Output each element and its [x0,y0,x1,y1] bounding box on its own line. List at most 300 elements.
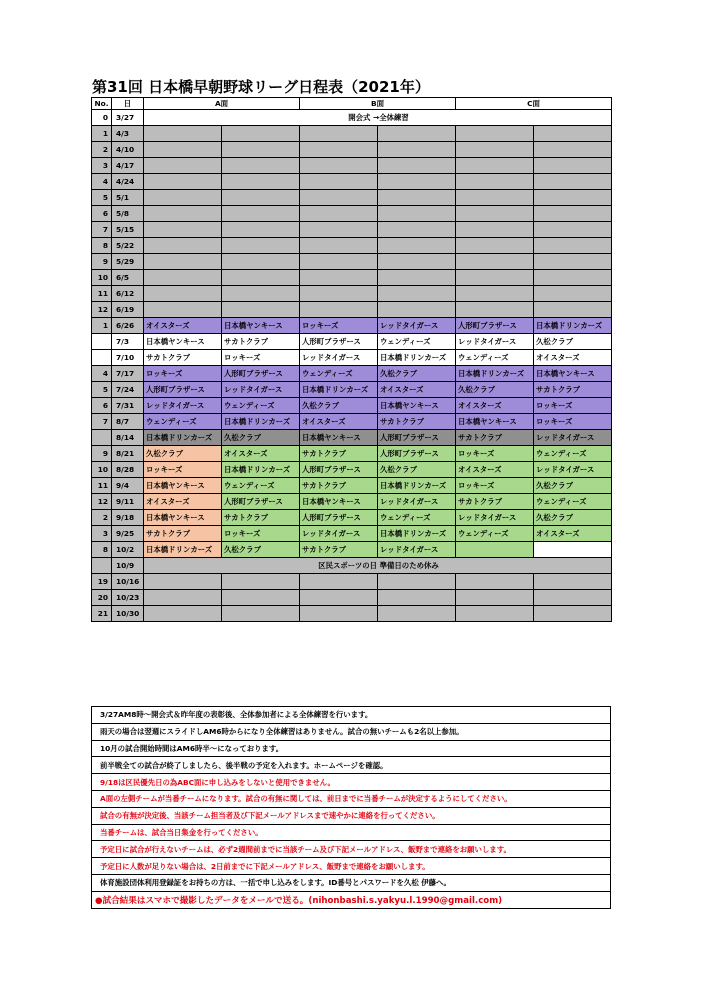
team-cell: 人形町ブラザース [300,462,378,478]
team-cell: レッドタイガース [456,510,534,526]
note-row [92,874,611,891]
team-cell [378,270,456,286]
note-text: ●試合結果はスマホで撮影したデータをメールで送る。(nihonbashi.s.yakyu.l.1990@gmail.com) [92,891,611,908]
team-cell [378,126,456,142]
row-date: 6/5 [112,270,144,286]
team-cell [534,158,612,174]
team-cell [534,606,612,622]
team-cell: ロッキーズ [534,414,612,430]
team-cell [222,302,300,318]
row-date: 9/11 [112,494,144,510]
team-cell [534,222,612,238]
team-cell: ロッキーズ [144,366,222,382]
table-row [92,430,612,446]
team-cell [144,590,222,606]
team-cell [456,174,534,190]
table-row [92,222,612,238]
team-cell [144,270,222,286]
team-cell [300,302,378,318]
row-date: 4/17 [112,158,144,174]
team-cell [300,222,378,238]
team-cell: オイスターズ [534,350,612,366]
team-cell [222,126,300,142]
team-cell: 日本橋ヤンキース [144,510,222,526]
team-cell: サカトクラブ [144,526,222,542]
row-number: 9 [92,446,112,462]
table-row [92,254,612,270]
note-row [92,841,611,858]
row-date: 7/24 [112,382,144,398]
team-cell: 日本橋ドリンカーズ [144,430,222,446]
team-cell [378,590,456,606]
row-number: 19 [92,574,112,590]
team-cell: レッドタイガース [534,430,612,446]
table-row [92,350,612,366]
team-cell [456,238,534,254]
page-title: 第31回 日本橋早朝野球リーグ日程表（2021年） [92,78,430,96]
team-cell: 人形町ブラザース [222,494,300,510]
team-cell [222,574,300,590]
team-cell [378,174,456,190]
team-cell: サカトクラブ [144,350,222,366]
team-cell: 日本橋ヤンキース [144,478,222,494]
team-cell [456,302,534,318]
table-row [92,558,612,574]
row-date: 7/3 [112,334,144,350]
row-date: 10/9 [112,558,144,574]
row-date: 5/22 [112,238,144,254]
table-row [92,110,612,126]
team-cell: 久松クラブ [378,462,456,478]
row-number: 3 [92,158,112,174]
team-cell: サカトクラブ [300,542,378,558]
team-cell [222,606,300,622]
team-cell: ウェンディーズ [534,494,612,510]
team-cell [222,142,300,158]
team-cell [378,222,456,238]
row-date: 8/28 [112,462,144,478]
team-cell: オイスターズ [222,446,300,462]
team-cell: ウェンディーズ [300,366,378,382]
row-date: 4/10 [112,142,144,158]
team-cell [222,222,300,238]
team-cell [144,222,222,238]
team-cell: 日本橋ヤンキース [456,414,534,430]
team-cell [222,590,300,606]
table-row [92,414,612,430]
row-number: 12 [92,302,112,318]
team-cell: オイスターズ [300,414,378,430]
row-number [92,558,112,574]
table-row [92,494,612,510]
table-row [92,526,612,542]
team-cell: レッドタイガース [378,542,456,558]
note-text: 当番チームは、試合当日集金を行ってください。 [92,824,611,841]
team-cell [222,190,300,206]
team-cell [144,206,222,222]
team-cell [378,206,456,222]
team-cell: オイスターズ [144,318,222,334]
team-cell: 人形町ブラザース [378,446,456,462]
row-number: 6 [92,206,112,222]
table-row [92,574,612,590]
header-field-a: A面 [144,98,300,110]
row-date: 5/29 [112,254,144,270]
team-cell: 人形町ブラザース [222,366,300,382]
team-cell: オイスターズ [456,398,534,414]
team-cell [378,574,456,590]
team-cell [378,142,456,158]
team-cell: 久松クラブ [222,430,300,446]
team-cell: レッドタイガース [300,350,378,366]
team-cell: ウェンディーズ [378,510,456,526]
team-cell: サカトクラブ [222,334,300,350]
row-date: 10/2 [112,542,144,558]
team-cell: ロッキーズ [144,462,222,478]
team-cell [300,590,378,606]
team-cell: 日本橋ヤンキース [144,334,222,350]
row-date: 6/12 [112,286,144,302]
row-date: 7/31 [112,398,144,414]
team-cell: ロッキーズ [534,398,612,414]
team-cell [300,174,378,190]
row-date: 9/4 [112,478,144,494]
table-row [92,142,612,158]
note-row [92,740,611,757]
team-cell [534,270,612,286]
row-number: 20 [92,590,112,606]
team-cell: ロッキーズ [222,350,300,366]
team-cell [534,190,612,206]
row-number: 10 [92,270,112,286]
row-date: 4/24 [112,174,144,190]
team-cell [534,206,612,222]
team-cell: ウェンディーズ [222,398,300,414]
table-row [92,510,612,526]
team-cell: 人形町ブラザース [300,334,378,350]
row-date: 6/26 [112,318,144,334]
row-date: 10/30 [112,606,144,622]
team-cell [144,174,222,190]
team-cell: サカトクラブ [456,494,534,510]
team-cell [300,190,378,206]
team-cell [300,574,378,590]
team-cell [378,286,456,302]
row-number: 2 [92,142,112,158]
table-row [92,590,612,606]
team-cell [300,606,378,622]
team-cell [534,254,612,270]
team-cell: レッドタイガース [222,382,300,398]
row-number: 7 [92,414,112,430]
team-cell [222,286,300,302]
team-cell [144,302,222,318]
row-date: 6/19 [112,302,144,318]
table-row [92,606,612,622]
team-cell [222,254,300,270]
row-date: 9/18 [112,510,144,526]
team-cell: 久松クラブ [300,398,378,414]
team-cell [456,254,534,270]
team-cell: 人形町ブラザース [144,382,222,398]
team-cell [456,158,534,174]
note-text: 体育施設団体利用登録証をお持ちの方は、一括で申し込みをします。ID番号とパスワードを久松 伊藤へ。 [92,874,611,891]
team-cell: 人形町ブラザース [456,318,534,334]
table-row [92,462,612,478]
note-text: 試合の有無が決定後、当該チーム担当者及び下記メールアドレスまで速やかに連絡を行ってください。 [92,807,611,824]
team-cell: 久松クラブ [144,446,222,462]
team-cell: 日本橋ヤンキース [378,398,456,414]
row-number: 9 [92,254,112,270]
table-row [92,398,612,414]
team-cell [144,158,222,174]
team-cell [534,142,612,158]
team-cell: 日本橋ヤンキース [222,318,300,334]
team-cell: 日本橋ヤンキース [300,430,378,446]
team-cell [456,286,534,302]
team-cell: サカトクラブ [534,382,612,398]
team-cell: 日本橋ヤンキース [300,494,378,510]
team-cell: レッドタイガース [144,398,222,414]
team-cell: ウェンディーズ [456,526,534,542]
row-number: 10 [92,462,112,478]
team-cell [456,126,534,142]
table-row [92,206,612,222]
row-date: 5/15 [112,222,144,238]
team-cell [144,606,222,622]
team-cell [534,302,612,318]
team-cell [456,206,534,222]
team-cell: 日本橋ドリンカーズ [144,542,222,558]
row-number: 7 [92,222,112,238]
team-cell [456,590,534,606]
team-cell [378,302,456,318]
table-row [92,446,612,462]
team-cell: 久松クラブ [534,478,612,494]
team-cell: ロッキーズ [300,318,378,334]
row-date: 10/16 [112,574,144,590]
team-cell: オイスターズ [144,494,222,510]
merged-cell: 開会式 →全体練習 [144,110,612,126]
row-number [92,334,112,350]
team-cell: 日本橋ドリンカーズ [222,462,300,478]
team-cell [534,542,612,558]
team-cell [534,286,612,302]
team-cell: ロッキーズ [222,526,300,542]
note-row [92,757,611,774]
team-cell [300,126,378,142]
note-row [92,774,611,791]
row-number [92,430,112,446]
team-cell [456,270,534,286]
team-cell [300,142,378,158]
team-cell [144,286,222,302]
team-cell [378,254,456,270]
team-cell: オイスターズ [378,382,456,398]
note-text: 雨天の場合は翌週にスライドしAM6時からになり全体練習はありません。試合の無いチームも2名以上参加。 [92,723,611,740]
row-number: 6 [92,398,112,414]
team-cell: 日本橋ヤンキース [534,366,612,382]
team-cell [144,142,222,158]
team-cell: ロッキーズ [456,446,534,462]
note-text: 10月の試合開始時間はAM6時半～になっております。 [92,740,611,757]
note-text: 予定日に人数が足りない場合は、2日前までに下記メールアドレス、飯野まで連絡をお願いします。 [92,858,611,875]
team-cell: サカトクラブ [378,414,456,430]
team-cell: サカトクラブ [456,430,534,446]
row-number: 2 [92,510,112,526]
team-cell: 久松クラブ [534,510,612,526]
row-date: 8/21 [112,446,144,462]
note-text: 3/27AM8時～開会式＆昨年度の表彰後、全体参加者による全体練習を行います。 [92,707,611,724]
team-cell: 日本橋ドリンカーズ [378,478,456,494]
team-cell [456,222,534,238]
table-row [92,190,612,206]
table-row [92,158,612,174]
team-cell [378,606,456,622]
row-number [92,350,112,366]
team-cell [222,238,300,254]
header-date: 日 [112,98,144,110]
team-cell [300,238,378,254]
table-row [92,270,612,286]
team-cell: 日本橋ドリンカーズ [300,382,378,398]
team-cell: 久松クラブ [378,366,456,382]
team-cell: ロッキーズ [456,478,534,494]
team-cell: レッドタイガース [300,526,378,542]
team-cell [456,574,534,590]
team-cell: 久松クラブ [456,382,534,398]
team-cell [456,142,534,158]
notes-table [91,706,611,909]
team-cell [456,190,534,206]
row-number: 1 [92,126,112,142]
team-cell: ウェンディーズ [222,478,300,494]
table-row [92,334,612,350]
team-cell [222,270,300,286]
team-cell: 日本橋ドリンカーズ [378,526,456,542]
table-row [92,286,612,302]
header-field-b: B面 [300,98,456,110]
row-date: 8/7 [112,414,144,430]
row-number: 0 [92,110,112,126]
note-row [92,807,611,824]
team-cell: 日本橋ドリンカーズ [378,350,456,366]
team-cell [300,206,378,222]
team-cell: 日本橋ドリンカーズ [222,414,300,430]
row-date: 4/3 [112,126,144,142]
row-number: 4 [92,174,112,190]
row-number: 1 [92,318,112,334]
team-cell: レッドタイガース [378,494,456,510]
team-cell [300,254,378,270]
note-row [92,858,611,875]
note-row [92,790,611,807]
row-date: 9/25 [112,526,144,542]
team-cell [378,158,456,174]
team-cell [144,190,222,206]
team-cell [300,158,378,174]
row-number: 4 [92,366,112,382]
header-field-c: C面 [456,98,612,110]
team-cell [144,574,222,590]
table-row [92,174,612,190]
team-cell: 久松クラブ [222,542,300,558]
team-cell [222,206,300,222]
table-row [92,542,612,558]
team-cell: サカトクラブ [300,446,378,462]
row-number: 8 [92,542,112,558]
team-cell [300,286,378,302]
note-row [92,707,611,724]
team-cell [300,270,378,286]
row-date: 5/1 [112,190,144,206]
team-cell: ウェンディーズ [378,334,456,350]
team-cell: ウェンディーズ [456,350,534,366]
table-row [92,478,612,494]
table-row [92,302,612,318]
table-row [92,318,612,334]
team-cell [378,238,456,254]
table-row [92,366,612,382]
table-row [92,126,612,142]
table-header-row [92,98,612,110]
team-cell: 日本橋ドリンカーズ [456,366,534,382]
team-cell: 人形町ブラザース [300,510,378,526]
row-number: 12 [92,494,112,510]
team-cell: サカトクラブ [222,510,300,526]
team-cell [534,174,612,190]
row-number: 5 [92,190,112,206]
team-cell: レッドタイガース [534,462,612,478]
row-date: 10/23 [112,590,144,606]
team-cell: 久松クラブ [534,334,612,350]
team-cell [534,126,612,142]
team-cell: レッドタイガース [378,318,456,334]
team-cell [144,238,222,254]
team-cell: 日本橋ドリンカーズ [534,318,612,334]
note-row [92,824,611,841]
note-row [92,891,611,908]
row-number: 21 [92,606,112,622]
row-number: 8 [92,238,112,254]
note-text: 9/18は区民優先日の為ABC面に申し込みをしないと使用できません。 [92,774,611,791]
team-cell [222,174,300,190]
note-text: A面の左側チームが当番チームになります。試合の有無に関しては、前日までに当番チームが決定するようにしてください。 [92,790,611,807]
team-cell [378,190,456,206]
team-cell: ウェンディーズ [144,414,222,430]
row-date: 5/8 [112,206,144,222]
team-cell [534,238,612,254]
row-date: 3/27 [112,110,144,126]
header-no: No. [92,98,112,110]
team-cell [222,158,300,174]
row-number: 5 [92,382,112,398]
team-cell [144,126,222,142]
note-text: 予定日に試合が行えないチームは、必ず2週間前までに当該チーム及び下記メールアドレス、飯野まで連絡をお願いします。 [92,841,611,858]
schedule-table [91,97,612,622]
note-row [92,723,611,740]
team-cell [534,574,612,590]
merged-cell: 区民スポーツの日 準備日のため休み [144,558,612,574]
team-cell: ウェンディーズ [534,446,612,462]
team-cell [456,542,534,558]
note-text: 前半戦全ての試合が終了しましたら、後半戦の予定を入れます。ホームページを確認。 [92,757,611,774]
team-cell: サカトクラブ [300,478,378,494]
table-row [92,238,612,254]
row-number: 3 [92,526,112,542]
team-cell [144,254,222,270]
team-cell [456,606,534,622]
